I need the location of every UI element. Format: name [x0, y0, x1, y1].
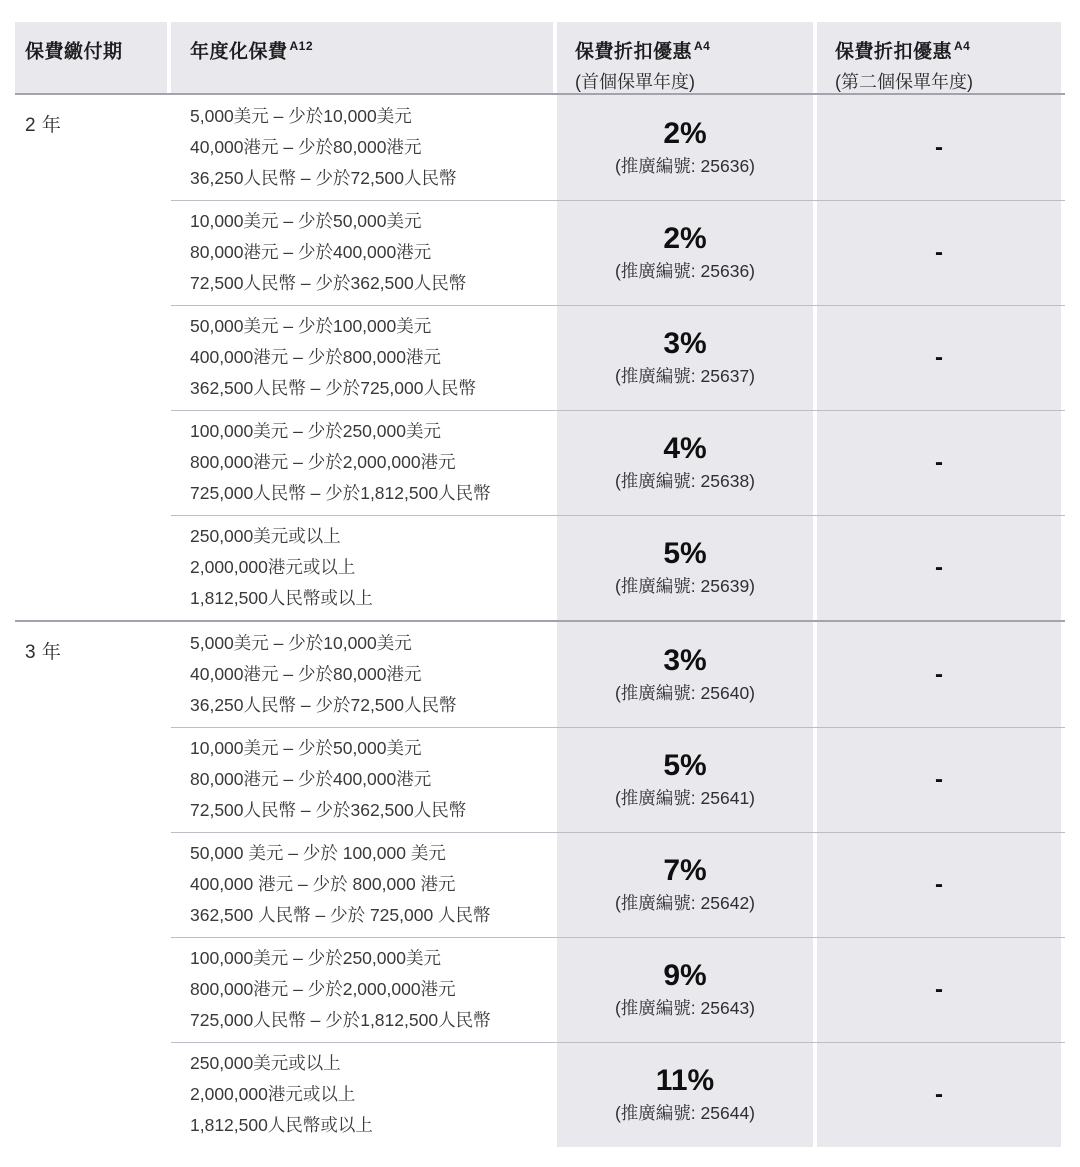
tier-line: 80,000港元 – 少於400,000港元 — [190, 242, 432, 262]
promo-code: (推廣編號: 25638) — [614, 471, 756, 491]
tier-line: 5,000美元 – 少於10,000美元 — [190, 633, 412, 653]
tier-cell — [171, 410, 553, 515]
period-cell — [15, 515, 167, 620]
tier-cell — [171, 200, 553, 305]
tier-line: 1,812,500人民幣或以上 — [190, 1115, 373, 1135]
header-title-text: 保費繳付期 — [25, 41, 123, 63]
tier-line: 50,000 美元 – 少於 100,000 美元 — [190, 843, 446, 863]
discount-second-year-cell: - — [817, 305, 1061, 410]
table-row — [15, 727, 1065, 832]
discount-first-year-cell — [557, 305, 813, 410]
tier-line: 725,000人民幣 – 少於1,812,500人民幣 — [190, 483, 491, 503]
header-superscript: A4 — [694, 39, 711, 53]
discount-first-year-cell — [557, 1042, 813, 1147]
promo-code: (推廣編號: 25643) — [614, 998, 756, 1018]
table-row — [15, 410, 1065, 515]
tier-cell — [171, 727, 553, 832]
header-subtitle: (首個保單年度) — [575, 72, 695, 93]
tier-line: 50,000美元 – 少於100,000美元 — [190, 316, 432, 336]
tier-line: 10,000美元 – 少於50,000美元 — [190, 211, 422, 231]
header-subtitle: (第二個保單年度) — [835, 72, 973, 93]
period-cell: 3 年 — [25, 642, 62, 663]
table-row — [15, 95, 1065, 200]
header-title — [835, 34, 1061, 64]
table-row — [15, 305, 1065, 410]
tier-cell — [171, 95, 553, 200]
header-title-text: 保費折扣優惠 — [575, 41, 693, 63]
tier-line: 5,000美元 – 少於10,000美元 — [190, 106, 412, 126]
discount-second-year-cell: - — [817, 410, 1061, 515]
period-cell — [15, 305, 167, 410]
discount-first-year-cell — [557, 200, 813, 305]
discount-percent: 9% — [663, 959, 707, 992]
promo-code: (推廣編號: 25641) — [614, 788, 756, 808]
tier-cell — [171, 515, 553, 620]
tier-line: 400,000港元 – 少於800,000港元 — [190, 347, 441, 367]
promo-code: (推廣編號: 25642) — [614, 893, 756, 913]
header-title — [190, 34, 553, 64]
discount-second-year-cell: - — [817, 727, 1061, 832]
header-superscript: A12 — [289, 39, 314, 53]
tier-line: 36,250人民幣 – 少於72,500人民幣 — [190, 695, 457, 715]
table-section — [15, 93, 1065, 620]
tier-line: 40,000港元 – 少於80,000港元 — [190, 137, 422, 157]
tier-line: 800,000港元 – 少於2,000,000港元 — [190, 979, 456, 999]
promo-code: (推廣編號: 25637) — [614, 366, 756, 386]
period-cell — [15, 1042, 167, 1147]
tier-line: 72,500人民幣 – 少於362,500人民幣 — [190, 273, 467, 293]
discount-first-year-cell — [557, 410, 813, 515]
discount-first-year-cell — [557, 515, 813, 620]
table-row — [15, 832, 1065, 937]
promo-code: (推廣編號: 25640) — [614, 683, 756, 703]
discount-percent: 2% — [663, 117, 707, 150]
discount-second-year-cell: - — [817, 95, 1061, 200]
period-cell — [15, 410, 167, 515]
table-row — [15, 1042, 1065, 1147]
discount-percent: 11% — [655, 1064, 715, 1097]
discount-percent: 3% — [663, 644, 707, 677]
tier-line: 362,500人民幣 – 少於725,000人民幣 — [190, 378, 476, 398]
tier-cell — [171, 305, 553, 410]
period-cell — [15, 937, 167, 1042]
tier-line: 1,812,500人民幣或以上 — [190, 588, 373, 608]
tier-line: 800,000港元 – 少於2,000,000港元 — [190, 452, 456, 472]
discount-percent: 2% — [663, 222, 707, 255]
tier-line: 10,000美元 – 少於50,000美元 — [190, 738, 422, 758]
discount-second-year-cell: - — [817, 832, 1061, 937]
promo-code: (推廣編號: 25636) — [614, 156, 756, 176]
tier-cell — [171, 622, 553, 727]
promo-code: (推廣編號: 25644) — [614, 1103, 756, 1123]
header-title — [575, 34, 813, 64]
tier-line: 100,000美元 – 少於250,000美元 — [190, 948, 441, 968]
tier-line: 250,000美元或以上 — [190, 526, 341, 546]
period-cell — [15, 832, 167, 937]
tier-line: 2,000,000港元或以上 — [190, 1084, 356, 1104]
header-cell-payment-period — [15, 22, 167, 93]
discount-percent: 5% — [663, 537, 707, 570]
header-title-text: 年度化保費 — [190, 41, 288, 63]
header-cell-discount-first-year — [557, 22, 813, 93]
table-row — [15, 937, 1065, 1042]
period-cell — [15, 727, 167, 832]
premium-discount-table — [15, 22, 1065, 1147]
header-title-text: 保費折扣優惠 — [835, 41, 953, 63]
discount-second-year-cell: - — [817, 1042, 1061, 1147]
period-cell — [15, 200, 167, 305]
discount-second-year-cell: - — [817, 622, 1061, 727]
header-superscript: A4 — [954, 39, 971, 53]
discount-percent: 7% — [663, 854, 707, 887]
discount-first-year-cell — [557, 622, 813, 727]
tier-line: 400,000 港元 – 少於 800,000 港元 — [190, 874, 456, 894]
table-row — [15, 200, 1065, 305]
discount-second-year-cell: - — [817, 200, 1061, 305]
discount-second-year-cell: - — [817, 937, 1061, 1042]
discount-first-year-cell — [557, 95, 813, 200]
table-section — [15, 620, 1065, 1147]
header-cell-discount-second-year — [817, 22, 1061, 93]
discount-first-year-cell — [557, 937, 813, 1042]
discount-percent: 4% — [663, 432, 707, 465]
tier-line: 362,500 人民幣 – 少於 725,000 人民幣 — [190, 905, 491, 925]
header-cell-annualized-premium — [171, 22, 553, 93]
tier-line: 80,000港元 – 少於400,000港元 — [190, 769, 432, 789]
discount-percent: 3% — [663, 327, 707, 360]
tier-line: 725,000人民幣 – 少於1,812,500人民幣 — [190, 1010, 491, 1030]
tier-line: 40,000港元 – 少於80,000港元 — [190, 664, 422, 684]
tier-cell — [171, 937, 553, 1042]
tier-line: 100,000美元 – 少於250,000美元 — [190, 421, 441, 441]
promo-code: (推廣編號: 25639) — [614, 576, 756, 596]
table-body — [15, 93, 1065, 1147]
discount-second-year-cell: - — [817, 515, 1061, 620]
discount-first-year-cell — [557, 727, 813, 832]
period-cell: 2 年 — [25, 115, 62, 136]
promo-code: (推廣編號: 25636) — [614, 261, 756, 281]
table-row — [15, 622, 1065, 727]
tier-cell — [171, 1042, 553, 1147]
table-row — [15, 515, 1065, 620]
tier-cell — [171, 832, 553, 937]
table-header-row — [15, 22, 1065, 93]
tier-line: 72,500人民幣 – 少於362,500人民幣 — [190, 800, 467, 820]
header-title — [25, 34, 167, 64]
discount-percent: 5% — [663, 749, 707, 782]
tier-line: 36,250人民幣 – 少於72,500人民幣 — [190, 168, 457, 188]
tier-line: 2,000,000港元或以上 — [190, 557, 356, 577]
discount-first-year-cell — [557, 832, 813, 937]
tier-line: 250,000美元或以上 — [190, 1053, 341, 1073]
